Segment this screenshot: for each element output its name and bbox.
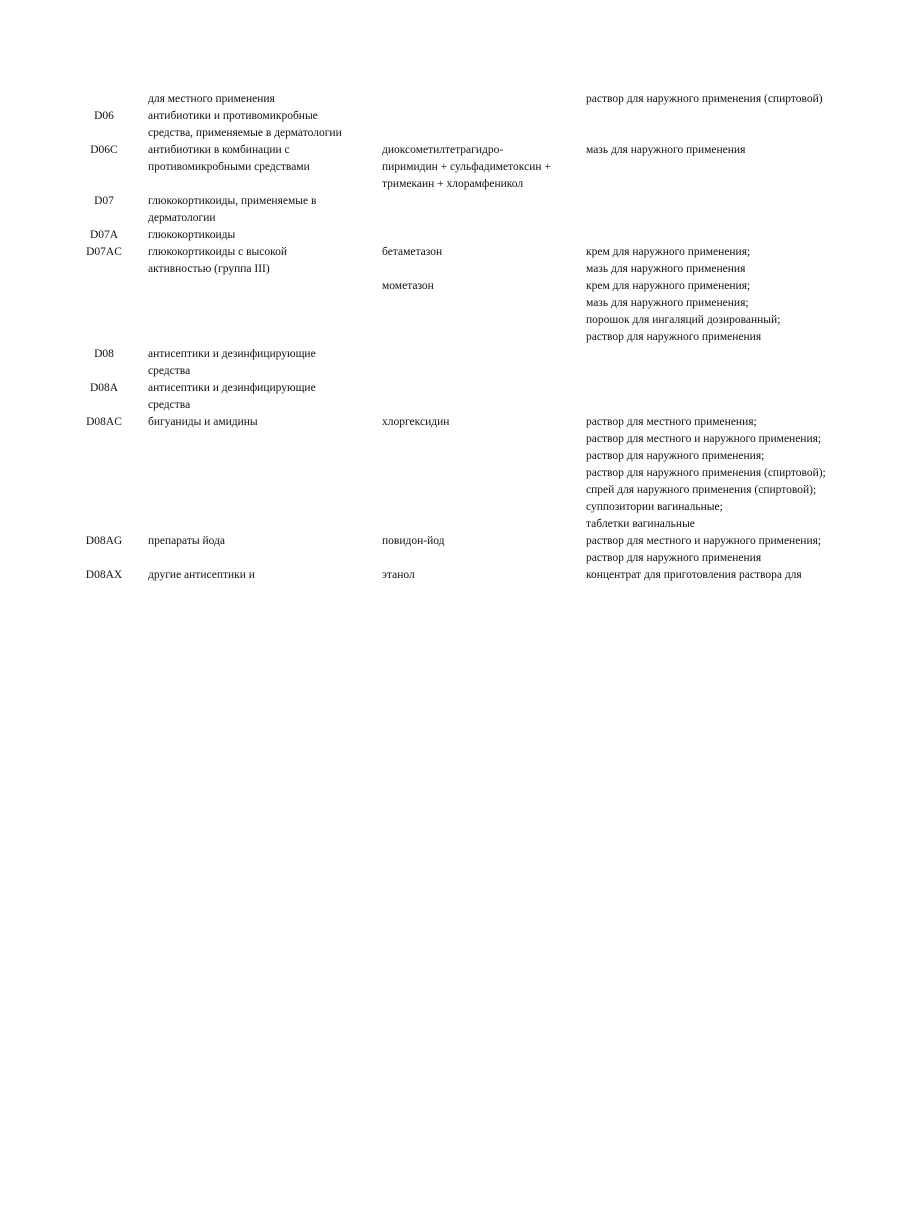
form-line: раствор для наружного применения (спиртовой); bbox=[586, 467, 826, 479]
atc-code: D06C bbox=[90, 144, 118, 156]
dosage-forms bbox=[586, 91, 886, 108]
group-line: средства, применяемые в дерматологии bbox=[148, 127, 342, 139]
drug-line: повидон-йод bbox=[382, 535, 445, 547]
group-line: бигуаниды и амидины bbox=[148, 416, 258, 428]
form-line: раствор для местного и наружного применения; bbox=[586, 535, 822, 547]
group-line: противомикробными средствами bbox=[148, 161, 310, 173]
group-line: для местного применения bbox=[148, 93, 275, 105]
group-line: средства bbox=[148, 399, 191, 411]
atc-group-name bbox=[148, 227, 378, 244]
form-line: раствор для наружного применения (спиртовой) bbox=[586, 93, 823, 105]
dosage-forms bbox=[586, 414, 886, 533]
drug-line: пиримидин + сульфадиметоксин + bbox=[382, 161, 551, 173]
drug-name bbox=[382, 142, 582, 193]
group-line: дерматологии bbox=[148, 212, 216, 224]
atc-group-name bbox=[148, 244, 378, 278]
atc-group-name bbox=[148, 108, 378, 142]
atc-group-name bbox=[148, 380, 378, 414]
atc-group-name bbox=[148, 346, 378, 380]
form-line: концентрат для приготовления раствора для bbox=[586, 569, 802, 581]
form-line: мазь для наружного применения bbox=[586, 144, 746, 156]
drug-line: бетаметазон bbox=[382, 246, 443, 258]
drug-line: мометазон bbox=[382, 280, 434, 292]
form-line: мазь для наружного применения; bbox=[586, 297, 749, 309]
group-line: антибиотики и противомикробные bbox=[148, 110, 318, 122]
atc-code: D08AC bbox=[86, 416, 122, 428]
group-line: средства bbox=[148, 365, 191, 377]
group-line: антисептики и дезинфицирующие bbox=[148, 382, 316, 394]
atc-group-name bbox=[148, 533, 378, 550]
drug-line: этанол bbox=[382, 569, 415, 581]
drug-name bbox=[382, 244, 582, 261]
group-line: активностью (группа III) bbox=[148, 263, 270, 275]
form-line: раствор для местного и наружного применения; bbox=[586, 433, 822, 445]
atc-group-name bbox=[148, 567, 378, 584]
form-line: крем для наружного применения; bbox=[586, 280, 751, 292]
group-line: антисептики и дезинфицирующие bbox=[148, 348, 316, 360]
group-line: глюкокортикоиды, применяемые в bbox=[148, 195, 317, 207]
drug-name bbox=[382, 533, 582, 550]
dosage-forms bbox=[586, 142, 886, 159]
drug-line: диоксометилтетрагидро- bbox=[382, 144, 504, 156]
atc-code: D08A bbox=[89, 382, 119, 394]
drug-name bbox=[382, 414, 582, 431]
dosage-forms bbox=[586, 244, 886, 278]
atc-code: D07AC bbox=[86, 246, 122, 258]
form-line: раствор для наружного применения; bbox=[586, 450, 765, 462]
group-line: другие антисептики и bbox=[148, 569, 255, 581]
drug-name bbox=[382, 567, 582, 584]
atc-code: D08 bbox=[94, 348, 114, 360]
form-line: раствор для наружного применения bbox=[586, 552, 762, 564]
drug-name bbox=[382, 278, 582, 295]
group-line: антибиотики в комбинации с bbox=[148, 144, 290, 156]
atc-code: D08AG bbox=[85, 535, 123, 547]
atc-code: D06 bbox=[94, 110, 114, 122]
drug-line: хлоргексидин bbox=[382, 416, 450, 428]
group-line: препараты йода bbox=[148, 535, 225, 547]
dosage-forms bbox=[586, 278, 886, 346]
atc-group-name bbox=[148, 142, 378, 176]
atc-group-name bbox=[148, 414, 378, 431]
atc-code: D07 bbox=[94, 195, 114, 207]
form-line: спрей для наружного применения (спиртовой); bbox=[586, 484, 817, 496]
group-line: глюкокортикоиды bbox=[148, 229, 236, 241]
dosage-forms bbox=[586, 533, 886, 567]
form-line: таблетки вагинальные bbox=[586, 518, 695, 530]
form-line: раствор для местного применения; bbox=[586, 416, 757, 428]
atc-code: D08AX bbox=[85, 569, 123, 581]
form-line: суппозитории вагинальные; bbox=[586, 501, 723, 513]
form-line: крем для наружного применения; bbox=[586, 246, 751, 258]
drug-line: тримекаин + хлорамфеникол bbox=[382, 178, 524, 190]
atc-code: D07A bbox=[89, 229, 119, 241]
form-line: мазь для наружного применения bbox=[586, 263, 746, 275]
atc-group-name bbox=[148, 91, 378, 108]
form-line: порошок для ингаляций дозированный; bbox=[586, 314, 781, 326]
atc-group-name bbox=[148, 193, 378, 227]
dosage-forms bbox=[586, 567, 886, 584]
form-line: раствор для наружного применения bbox=[586, 331, 762, 343]
table-row bbox=[0, 567, 905, 1207]
group-line: глюкокортикоиды с высокой bbox=[148, 246, 288, 258]
